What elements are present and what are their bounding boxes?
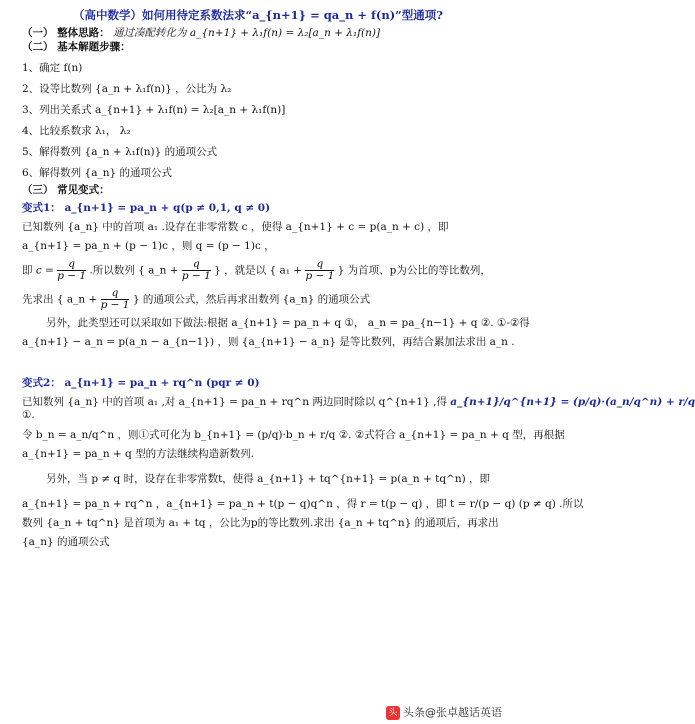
section-heading-3: （三） 常见变式： [22, 184, 110, 197]
variant-1-line-1: 已知数列 {a_n} 中的首项 a₁ .设存在非零常数 c ，使得 a_{n+1} + c = p(a_n + c) ，即 [22, 220, 449, 233]
variant-1-so-seq: .所以数列 { a_n + [89, 264, 179, 277]
section-heading-1: （一） 整体思路： [22, 27, 110, 40]
variant-1-line-2: a_{n+1} = pa_n + (p − 1)c ，则 q = (p − 1)c ， [22, 239, 275, 252]
variant-2-line-8: {a_n} 的通项公式 [22, 536, 110, 549]
section-overall-idea [22, 27, 494, 40]
variant-2-title: 变式2： a_{n+1} = pa_n + rq^n (pqr ≠ 0) [22, 377, 260, 390]
variant-2-divided-eq: a_{n+1}/q^{n+1} = (p/q)·(a_n/q^n) + r/q [450, 396, 695, 409]
step-4: 4、比较系数求 λ₁， λ₂ [22, 125, 131, 137]
variant-2-line-1: 已知数列 {a_n} 中的首项 a₁ ,对 a_{n+1} = pa_n + rq^n 两边同时除以 q^{n+1} ,得 a_{n+1}/q^{n+1} = (p/q)·(a_n/q^n) + r/q [22, 396, 695, 409]
overall-idea-text: 通过凑配转化为 a_{n+1} + λ₁f(n) = λ₂[a_n + λ₁f(n)] [113, 27, 381, 40]
step-5: 5、解得数列 {a_n + λ₁f(n)} 的通项公式 [22, 146, 218, 159]
variant-1-line-6: a_{n+1} − a_n = p(a_n − a_{n−1}) ，则 {a_{n+1} − a_n} 是等比数列，再结合累加法求出 a_n . [22, 336, 515, 349]
section-heading-2: （二） 基本解题步骤： [22, 40, 131, 53]
fraction-q-over-p-minus-1: $\frac{q}{p - 1}$ [57, 257, 87, 282]
variant-1-title: 变式1： a_{n+1} = pa_n + q(p ≠ 0,1, q ≠ 0) [22, 201, 271, 214]
page-title: （高中数学）如何用待定系数法求“a_{n+1} = qa_n + f(n)”型通项? [72, 8, 444, 22]
fraction-q-over-p-minus-1-d: $\frac{q}{p - 1}$ [100, 286, 130, 311]
fraction-q-over-p-minus-1-b: $\frac{q}{p - 1}$ [181, 257, 211, 282]
variant-2-line-4: a_{n+1} = pa_n + q 型的方法继续构造新数列. [22, 447, 254, 460]
variant-1-ratio-text: } 为首项、p为公比的等比数列， [337, 264, 491, 277]
step-6: 6、解得数列 {a_n} 的通项公式 [22, 167, 172, 180]
variant-1-line-5: 另外，此类型还可以采取如下做法:根据 a_{n+1} = pa_n + q ①， a_n = pa_{n−1} + q ②. ①-②得 [46, 316, 530, 329]
step-2: 2、设等比数列 {a_n + λ₁f(n)} ，公比为 λ₂ [22, 82, 232, 95]
variant-1-line-4: 先求出 { a_n + $\frac{q}{p - 1}$ } 的通项公式，然后再求出数列 {a_n} 的通项公式 [22, 286, 371, 311]
watermark [386, 706, 502, 720]
step-3: 3、列出关系式 a_{n+1} + λ₁f(n) = λ₂[a_n + λ₁f(n)] [22, 103, 286, 116]
variant-1-c-eq: c = [35, 264, 54, 277]
variant-2-line-3: 令 b_n = a_n/q^n ，则①式可化为 b_{n+1} = (p/q)·b_n + r/q ②. ②式符合 a_{n+1} = pa_n + q 型，再根据 [22, 428, 565, 441]
variant-2-line-2: ①. [22, 409, 35, 422]
variant-1-jiji: 即 [22, 264, 33, 277]
watermark-label: 头条@张卓越话英语 [403, 706, 502, 720]
variant-2-line-5: 另外，当 p ≠ q 时，设存在非零常数t，使得 a_{n+1} + tq^{n+1} = p(a_n + tq^n) ，即 [46, 472, 491, 485]
variant-1-line-3 [22, 259, 494, 282]
toutiao-logo-icon: 头 [386, 706, 400, 720]
step-1: 1、确定 f(n) [22, 61, 83, 74]
variant-1-first-term: } ，就是以 { a₁ + [214, 264, 303, 277]
variant-2-line-7: 数列 {a_n + tq^n} 是首项为 a₁ + tq ，公比为p的等比数列.求出 {a_n + tq^n} 的通项后，再求出 [22, 517, 499, 530]
fraction-q-over-p-minus-1-c: $\frac{q}{p - 1}$ [305, 257, 335, 282]
variant-2-line-6: a_{n+1} = pa_n + rq^n ，a_{n+1} = pa_n + t(p − q)q^n ，得 r = t(p − q) ，即 t = r/(p − q) (p ≠ q) .所以 [22, 497, 584, 510]
